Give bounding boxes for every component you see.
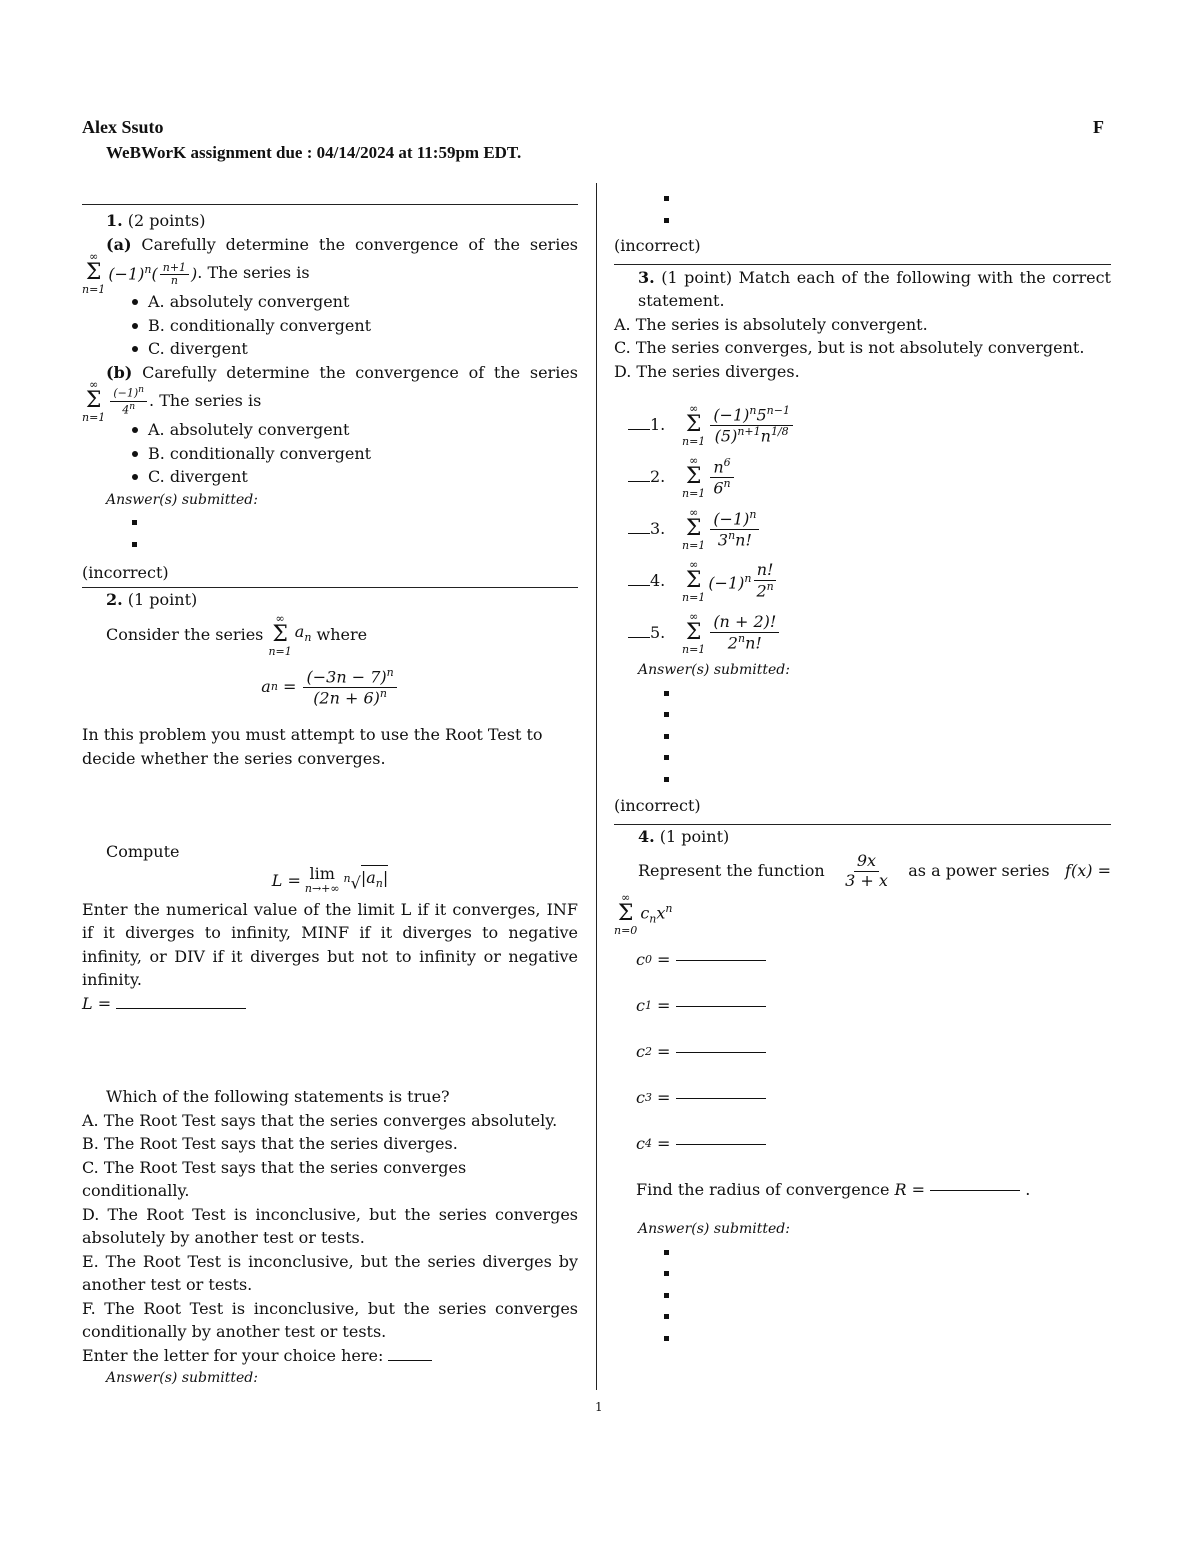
coefficient-row: c 4 = bbox=[614, 1124, 1111, 1164]
problem-1a-prompt: (a) Carefully determine the convergence of the series bbox=[106, 234, 578, 254]
coefficient-input[interactable] bbox=[676, 1144, 766, 1145]
sum-symbol: ∞ Σ n=0 bbox=[614, 891, 638, 937]
answers-submitted-label: Answer(s) submitted: bbox=[106, 1370, 258, 1386]
sum-symbol: ∞ Σ n=1 bbox=[268, 612, 292, 658]
coefficient-row: c 2 = bbox=[614, 1032, 1111, 1072]
option-item: C. divergent bbox=[148, 465, 578, 489]
radius-input[interactable] bbox=[930, 1190, 1020, 1191]
problem-3 bbox=[614, 266, 1111, 818]
coefficient-input[interactable] bbox=[676, 960, 766, 961]
sum-symbol: ∞ Σ n=1 bbox=[82, 378, 106, 424]
submitted-answers-list bbox=[82, 512, 578, 555]
match-input[interactable] bbox=[628, 429, 650, 430]
statement-item: B. The Root Test says that the series diverges. bbox=[82, 1134, 458, 1153]
match-row: 5. ∞ Σ n=1 $\frac{(n + 2)!}{2^nn!}$ bbox=[614, 607, 1111, 659]
sum-symbol: ∞ Σ n=1 bbox=[682, 402, 706, 448]
radius-row: Find the radius of convergence R = . bbox=[636, 1180, 1031, 1200]
sum-symbol: ∞ Σ n=1 bbox=[682, 558, 706, 604]
option-item: B. conditionally convergent bbox=[148, 314, 578, 338]
answers-submitted-label: Answer(s) submitted: bbox=[638, 662, 790, 678]
match-input[interactable] bbox=[628, 585, 650, 586]
problem-1a-series: ∞ Σ n=1 $(-1)^n$( $\frac{n+1}{n}$ ) . The series is bbox=[82, 250, 310, 296]
statement-item: A. The Root Test says that the series converges absolutely. bbox=[82, 1110, 558, 1130]
sum-symbol: ∞ Σ n=1 bbox=[82, 250, 106, 296]
option-item: C. divergent bbox=[148, 337, 578, 361]
match-statement: C. The series converges, but is not absolutely convergent. bbox=[614, 338, 1085, 357]
submitted-answer bbox=[664, 1263, 1111, 1285]
sum-symbol: ∞ Σ n=1 bbox=[682, 610, 706, 656]
submitted-answer bbox=[664, 1306, 1111, 1328]
option-item: A. absolutely convergent bbox=[148, 290, 578, 314]
problem-2-L-answer: L = bbox=[82, 992, 578, 1016]
problem-1 bbox=[82, 209, 578, 585]
right-column bbox=[614, 188, 1111, 1349]
submitted-answer bbox=[664, 726, 1111, 748]
match-input[interactable] bbox=[628, 533, 650, 534]
match-statement: A. The series is absolutely convergent. bbox=[614, 314, 928, 334]
letter-input[interactable] bbox=[388, 1360, 432, 1361]
left-column bbox=[82, 204, 578, 1391]
result-status: (incorrect) bbox=[82, 563, 169, 582]
limit-input[interactable] bbox=[116, 1008, 246, 1009]
submitted-answers-list bbox=[614, 188, 1111, 231]
problem-1b-series: ∞ Σ n=1 $\frac{(-1)^n}{4^n}$ . The series is bbox=[82, 378, 262, 424]
coefficient-row: c 1 = bbox=[614, 986, 1111, 1026]
problem-2-enter-limit: Enter the numerical value of the limit L if it converges, INF if it diverges to infinity, MINF if it diverges to negative infinity, or DIV if it diverges but not to infinity or negative infinity. bbox=[82, 899, 578, 989]
page-number: 1 bbox=[595, 1400, 603, 1414]
result-status: (incorrect) bbox=[614, 796, 701, 815]
submitted-answer bbox=[664, 769, 1111, 791]
match-input[interactable] bbox=[628, 481, 650, 482]
problem-2-compute: Compute bbox=[106, 842, 180, 861]
result-status: (incorrect) bbox=[614, 236, 701, 255]
problem-2-letter-answer: Enter the letter for your choice here: bbox=[82, 1344, 578, 1368]
submitted-answer bbox=[664, 704, 1111, 726]
coefficient-row: c 3 = bbox=[614, 1078, 1111, 1118]
submitted-answer bbox=[664, 1285, 1111, 1307]
submitted-answers-list bbox=[614, 1242, 1111, 1350]
match-row: 3. ∞ Σ n=1 $\frac{(-1)^n}{3^nn!}$ bbox=[614, 503, 1111, 555]
submitted-answer bbox=[664, 1328, 1111, 1350]
coefficient-input[interactable] bbox=[676, 1052, 766, 1053]
problem-1b-options bbox=[82, 418, 578, 489]
submitted-answer bbox=[132, 534, 578, 556]
problem-2-consider: Consider the series ∞ Σ n=1 $a_n$ where bbox=[106, 612, 368, 658]
problem-3-intro: 3. (1 point) Match each of the following with the correct statement. bbox=[638, 267, 1111, 310]
problem-4-heading: 4. (1 point) bbox=[638, 826, 730, 846]
submitted-answer bbox=[664, 1242, 1111, 1264]
sum-symbol: ∞ Σ n=1 bbox=[682, 506, 706, 552]
problem-2-instruction: In this problem you must attempt to use the Root Test to decide whether the series converges. bbox=[82, 725, 543, 768]
match-statement: D. The series diverges. bbox=[614, 361, 800, 381]
column-divider bbox=[596, 183, 597, 1390]
match-row: 1. ∞ Σ n=1 $\frac{(-1)^n5^{n-1}}{(5)^{n+1}n^{1/8}}$ bbox=[614, 399, 1111, 451]
problem-4-series: ∞ Σ n=0 $c_nx^n$ bbox=[614, 891, 673, 937]
problem-2 bbox=[82, 588, 578, 1391]
problem-4 bbox=[614, 825, 1111, 1350]
problem-2-heading: 2. (1 point) bbox=[106, 589, 198, 609]
problem-1b-prompt: (b) Carefully determine the convergence of the series bbox=[106, 362, 578, 382]
statement-item: C. The Root Test says that the series converges conditionally. bbox=[82, 1157, 467, 1200]
assignment-due: WeBWorK assignment due : 04/14/2024 at 11:59pm EDT. bbox=[106, 143, 522, 162]
sum-symbol: ∞ Σ n=1 bbox=[682, 454, 706, 500]
statement-item: E. The Root Test is inconclusive, but the series diverges by another test or tests. bbox=[82, 1251, 578, 1294]
problem-2-which: Which of the following statements is true? bbox=[106, 1087, 450, 1106]
submitted-answer bbox=[664, 210, 1111, 232]
statement-item: F. The Root Test is inconclusive, but the series converges conditionally by another test or tests. bbox=[82, 1298, 578, 1341]
submitted-answer bbox=[664, 747, 1111, 769]
option-item: A. absolutely convergent bbox=[148, 418, 578, 442]
submitted-answers-list bbox=[614, 683, 1111, 791]
option-item: B. conditionally convergent bbox=[148, 442, 578, 466]
match-input[interactable] bbox=[628, 637, 650, 638]
match-row: 2. ∞ Σ n=1 $\frac{n^6}{6^n}$ bbox=[614, 451, 1111, 503]
problem-2-an-formula: a n = $\frac{(-3n - 7)^n}{(2n + 6)^n}$ bbox=[82, 659, 578, 715]
answers-submitted-label: Answer(s) submitted: bbox=[638, 1221, 790, 1237]
coefficient-input[interactable] bbox=[676, 1098, 766, 1099]
problem-divider bbox=[614, 264, 1111, 265]
problem-1a-options bbox=[82, 290, 578, 361]
problem-4-represent: Represent the function $\frac{9x}{3 + x}$ as a power series f(x) = bbox=[638, 851, 1111, 890]
answers-submitted-label: Answer(s) submitted: bbox=[106, 491, 258, 508]
coefficient-input[interactable] bbox=[676, 1006, 766, 1007]
submitted-answer bbox=[664, 188, 1111, 210]
problem-2-limit-formula: L = lim n→+∞ $^n$√ $|a_n|$ bbox=[271, 863, 389, 896]
student-name: Alex Ssuto bbox=[82, 117, 164, 137]
match-row: 4. ∞ Σ n=1 $(-1)^n$ $\frac{n!}{2^n}$ bbox=[614, 555, 1111, 607]
submitted-answer bbox=[132, 512, 578, 534]
problem-1-heading: 1. (2 points) bbox=[106, 211, 206, 230]
submitted-answer bbox=[664, 683, 1111, 705]
version-letter: F bbox=[1093, 117, 1104, 137]
statement-item: D. The Root Test is inconclusive, but the series converges absolutely by another test or tests. bbox=[82, 1204, 578, 1247]
coefficient-row: c 0 = bbox=[614, 940, 1111, 980]
